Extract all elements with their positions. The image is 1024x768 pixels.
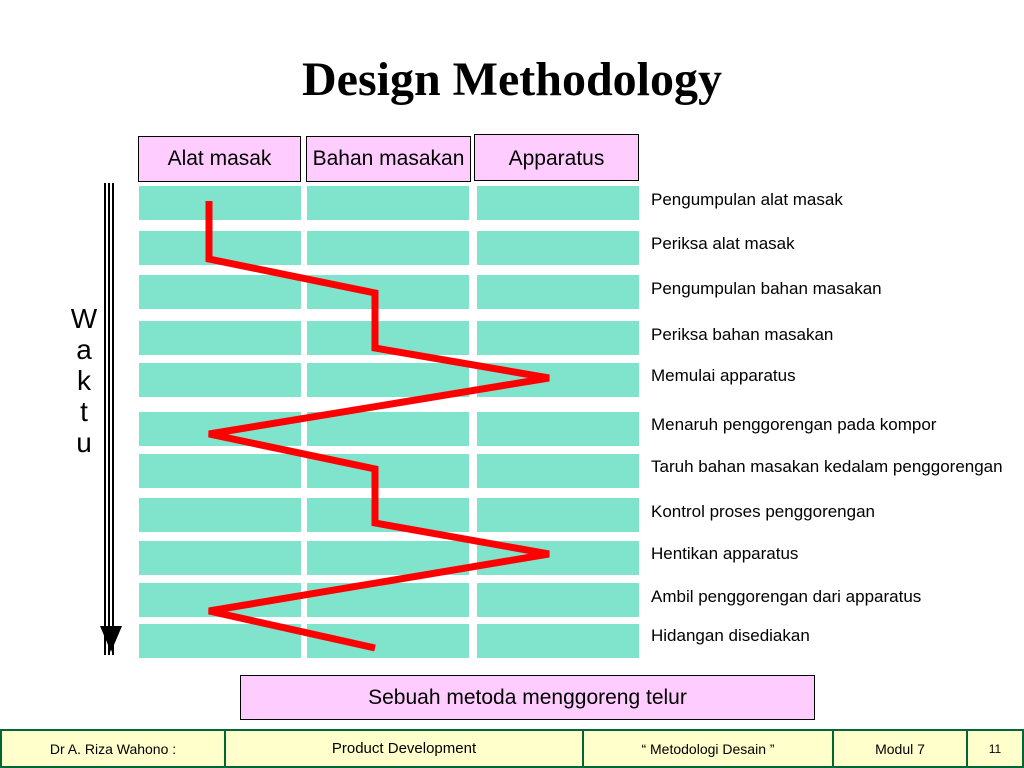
step-label: Pengumpulan bahan masakan <box>651 279 882 298</box>
step-label: Hidangan disediakan <box>651 626 810 645</box>
step-label: Periksa bahan masakan <box>651 325 834 344</box>
footer-course: Product Development <box>226 731 584 766</box>
column-header-apparatus: Apparatus <box>474 134 639 181</box>
footer-author: Dr A. Riza Wahono : <box>2 731 226 766</box>
step-label: Ambil penggorengan dari apparatus <box>651 587 922 606</box>
diagram-caption: Sebuah metoda menggoreng telur <box>240 675 815 720</box>
step-label: Hentikan apparatus <box>651 544 799 563</box>
step-label: Taruh bahan masakan kedalam penggorengan <box>651 457 1003 476</box>
step-label: Menaruh penggorengan pada kompor <box>651 415 937 434</box>
footer-page-number: 11 <box>988 741 1002 756</box>
page-title: Design Methodology <box>302 53 722 106</box>
axis-letter: a <box>76 334 92 365</box>
axis-letter: u <box>76 427 92 458</box>
footer-module: Modul 7 <box>834 731 968 766</box>
step-label: Kontrol proses penggorengan <box>651 502 875 521</box>
axis-letter: t <box>80 396 88 427</box>
column-header-alat-masak: Alat masak <box>138 136 301 182</box>
step-label: Periksa alat masak <box>651 234 795 253</box>
footer-topic: “ Metodologi Desain ” <box>584 731 834 766</box>
step-label: Pengumpulan alat masak <box>651 190 843 209</box>
axis-letter: k <box>77 365 91 396</box>
step-label: Memulai apparatus <box>651 366 796 385</box>
footer-bar <box>0 729 1024 768</box>
axis-letter: W <box>70 303 98 334</box>
column-header-bahan-masakan: Bahan masakan <box>306 136 471 182</box>
